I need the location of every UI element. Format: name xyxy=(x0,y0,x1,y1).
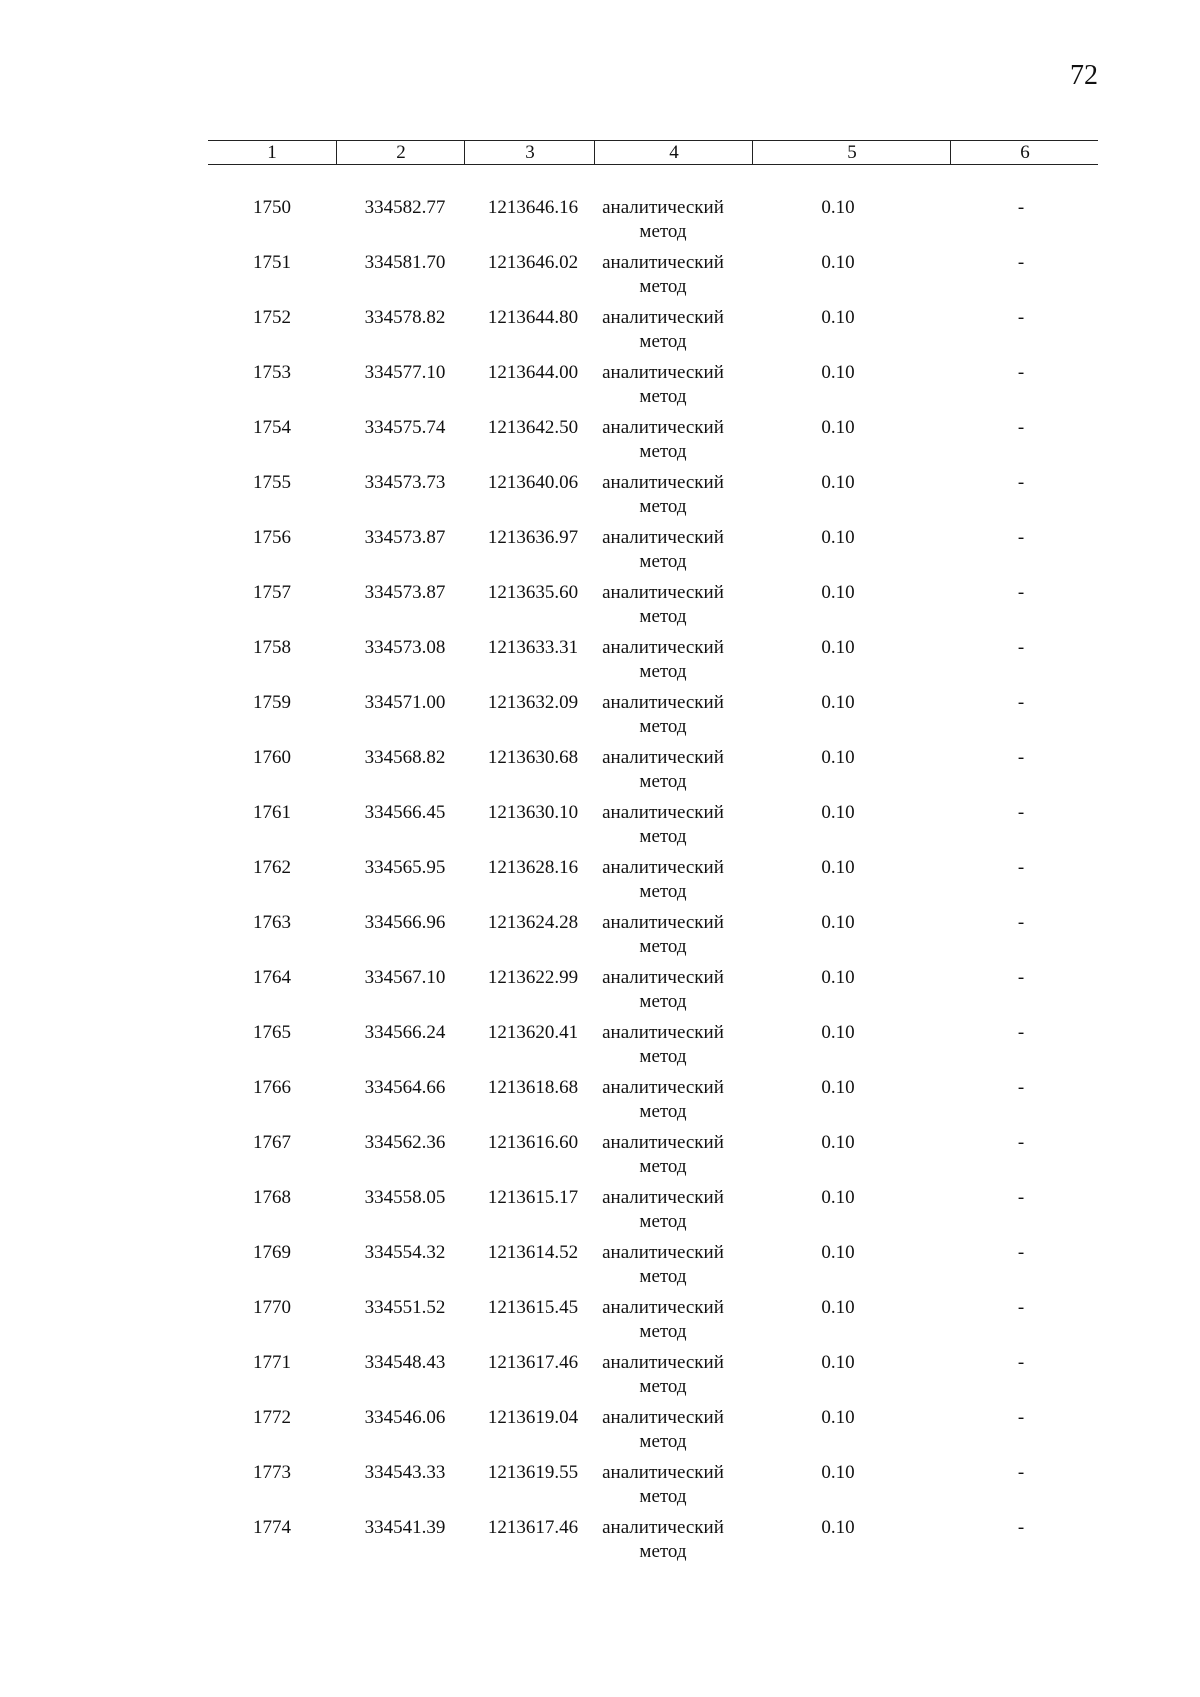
row-id-cell: 1757 xyxy=(253,582,291,603)
accuracy-cell: 0.10 xyxy=(821,1352,855,1373)
method-cell xyxy=(588,306,738,354)
x-coordinate-cell: 334543.33 xyxy=(364,1462,446,1483)
row-id-cell: 1760 xyxy=(253,747,291,768)
note-cell: - xyxy=(1017,582,1025,603)
note-cell: - xyxy=(1017,417,1025,438)
method-line-2: метод xyxy=(639,1541,687,1562)
method-line-2: метод xyxy=(639,551,687,572)
table-row xyxy=(208,361,1098,416)
table-row xyxy=(208,801,1098,856)
method-line-2: метод xyxy=(639,716,687,737)
method-cell xyxy=(588,1351,738,1399)
note-cell: - xyxy=(1017,527,1025,548)
table-row xyxy=(208,416,1098,471)
method-line-1: аналитический xyxy=(602,1077,724,1098)
y-coordinate-cell: 1213632.09 xyxy=(487,692,579,713)
method-line-1: аналитический xyxy=(602,967,724,988)
method-cell xyxy=(588,361,738,409)
row-id-cell: 1768 xyxy=(253,1187,291,1208)
x-coordinate-cell: 334566.45 xyxy=(364,802,446,823)
method-line-2: метод xyxy=(639,771,687,792)
y-coordinate-cell: 1213624.28 xyxy=(487,912,579,933)
y-coordinate-cell: 1213644.00 xyxy=(487,362,579,383)
x-coordinate-cell: 334558.05 xyxy=(364,1187,446,1208)
y-coordinate-cell: 1213618.68 xyxy=(487,1077,579,1098)
method-line-1: аналитический xyxy=(602,362,724,383)
method-cell xyxy=(588,196,738,244)
accuracy-cell: 0.10 xyxy=(821,912,855,933)
table-row xyxy=(208,196,1098,251)
y-coordinate-cell: 1213620.41 xyxy=(487,1022,579,1043)
note-cell: - xyxy=(1017,857,1025,878)
method-line-2: метод xyxy=(639,1431,687,1452)
header-cell-3: 3 xyxy=(464,141,595,164)
row-id-cell: 1752 xyxy=(253,307,291,328)
method-cell xyxy=(588,636,738,684)
table-row xyxy=(208,636,1098,691)
method-cell xyxy=(588,856,738,904)
accuracy-cell: 0.10 xyxy=(821,252,855,273)
method-cell xyxy=(588,1021,738,1069)
accuracy-cell: 0.10 xyxy=(821,1517,855,1538)
accuracy-cell: 0.10 xyxy=(821,1187,855,1208)
table-row xyxy=(208,1131,1098,1186)
note-cell: - xyxy=(1017,1242,1025,1263)
table-row xyxy=(208,251,1098,306)
table-row xyxy=(208,1461,1098,1516)
method-cell xyxy=(588,526,738,574)
y-coordinate-cell: 1213628.16 xyxy=(487,857,579,878)
x-coordinate-cell: 334562.36 xyxy=(364,1132,446,1153)
y-coordinate-cell: 1213630.10 xyxy=(487,802,579,823)
row-id-cell: 1761 xyxy=(253,802,291,823)
x-coordinate-cell: 334568.82 xyxy=(364,747,446,768)
note-cell: - xyxy=(1017,747,1025,768)
method-line-1: аналитический xyxy=(602,1407,724,1428)
note-cell: - xyxy=(1017,692,1025,713)
x-coordinate-cell: 334573.73 xyxy=(364,472,446,493)
method-cell xyxy=(588,1461,738,1509)
method-line-1: аналитический xyxy=(602,582,724,603)
row-id-cell: 1774 xyxy=(253,1517,291,1538)
header-cell-2: 2 xyxy=(336,141,465,164)
row-id-cell: 1770 xyxy=(253,1297,291,1318)
method-line-1: аналитический xyxy=(602,1517,724,1538)
row-id-cell: 1750 xyxy=(253,197,291,218)
row-id-cell: 1754 xyxy=(253,417,291,438)
row-id-cell: 1765 xyxy=(253,1022,291,1043)
method-line-2: метод xyxy=(639,1266,687,1287)
table-row xyxy=(208,1351,1098,1406)
method-line-1: аналитический xyxy=(602,637,724,658)
x-coordinate-cell: 334565.95 xyxy=(364,857,446,878)
method-cell xyxy=(588,966,738,1014)
page-number: 72 xyxy=(1070,60,1098,91)
x-coordinate-cell: 334573.87 xyxy=(364,582,446,603)
table-row xyxy=(208,911,1098,966)
accuracy-cell: 0.10 xyxy=(821,472,855,493)
row-id-cell: 1755 xyxy=(253,472,291,493)
method-line-2: метод xyxy=(639,1376,687,1397)
accuracy-cell: 0.10 xyxy=(821,1407,855,1428)
x-coordinate-cell: 334541.39 xyxy=(364,1517,446,1538)
method-line-2: метод xyxy=(639,386,687,407)
method-line-1: аналитический xyxy=(602,857,724,878)
y-coordinate-cell: 1213640.06 xyxy=(487,472,579,493)
method-line-2: метод xyxy=(639,441,687,462)
table-row xyxy=(208,581,1098,636)
y-coordinate-cell: 1213619.04 xyxy=(487,1407,579,1428)
method-line-2: метод xyxy=(639,221,687,242)
method-line-2: метод xyxy=(639,1486,687,1507)
method-line-2: метод xyxy=(639,1101,687,1122)
accuracy-cell: 0.10 xyxy=(821,967,855,988)
table-row xyxy=(208,526,1098,581)
table-row xyxy=(208,1021,1098,1076)
note-cell: - xyxy=(1017,1132,1025,1153)
y-coordinate-cell: 1213615.45 xyxy=(487,1297,579,1318)
row-id-cell: 1766 xyxy=(253,1077,291,1098)
y-coordinate-cell: 1213646.16 xyxy=(487,197,579,218)
y-coordinate-cell: 1213644.80 xyxy=(487,307,579,328)
note-cell: - xyxy=(1017,197,1025,218)
y-coordinate-cell: 1213615.17 xyxy=(487,1187,579,1208)
method-line-1: аналитический xyxy=(602,1297,724,1318)
note-cell: - xyxy=(1017,1462,1025,1483)
y-coordinate-cell: 1213617.46 xyxy=(487,1517,579,1538)
x-coordinate-cell: 334573.08 xyxy=(364,637,446,658)
method-cell xyxy=(588,1131,738,1179)
header-cell-5: 5 xyxy=(752,141,951,164)
table-header xyxy=(208,141,1098,164)
method-line-1: аналитический xyxy=(602,1242,724,1263)
method-cell xyxy=(588,1516,738,1564)
table-row xyxy=(208,746,1098,801)
x-coordinate-cell: 334581.70 xyxy=(364,252,446,273)
y-coordinate-cell: 1213614.52 xyxy=(487,1242,579,1263)
method-line-1: аналитический xyxy=(602,252,724,273)
row-id-cell: 1773 xyxy=(253,1462,291,1483)
row-id-cell: 1758 xyxy=(253,637,291,658)
note-cell: - xyxy=(1017,1077,1025,1098)
row-id-cell: 1759 xyxy=(253,692,291,713)
method-line-2: метод xyxy=(639,936,687,957)
row-id-cell: 1769 xyxy=(253,1242,291,1263)
table-row xyxy=(208,1186,1098,1241)
note-cell: - xyxy=(1017,252,1025,273)
y-coordinate-cell: 1213642.50 xyxy=(487,417,579,438)
y-coordinate-cell: 1213617.46 xyxy=(487,1352,579,1373)
accuracy-cell: 0.10 xyxy=(821,1462,855,1483)
method-cell xyxy=(588,911,738,959)
y-coordinate-cell: 1213636.97 xyxy=(487,527,579,548)
method-cell xyxy=(588,1241,738,1289)
accuracy-cell: 0.10 xyxy=(821,692,855,713)
note-cell: - xyxy=(1017,362,1025,383)
x-coordinate-cell: 334578.82 xyxy=(364,307,446,328)
table-row xyxy=(208,1296,1098,1351)
accuracy-cell: 0.10 xyxy=(821,362,855,383)
accuracy-cell: 0.10 xyxy=(821,197,855,218)
note-cell: - xyxy=(1017,1297,1025,1318)
note-cell: - xyxy=(1017,1517,1025,1538)
method-cell xyxy=(588,416,738,464)
row-id-cell: 1767 xyxy=(253,1132,291,1153)
x-coordinate-cell: 334564.66 xyxy=(364,1077,446,1098)
x-coordinate-cell: 334577.10 xyxy=(364,362,446,383)
accuracy-cell: 0.10 xyxy=(821,417,855,438)
method-cell xyxy=(588,1406,738,1454)
method-line-1: аналитический xyxy=(602,527,724,548)
y-coordinate-cell: 1213633.31 xyxy=(487,637,579,658)
table-header-bottom-rule xyxy=(208,164,1098,165)
y-coordinate-cell: 1213630.68 xyxy=(487,747,579,768)
accuracy-cell: 0.10 xyxy=(821,1132,855,1153)
method-line-2: метод xyxy=(639,991,687,1012)
method-line-1: аналитический xyxy=(602,802,724,823)
row-id-cell: 1751 xyxy=(253,252,291,273)
table-row xyxy=(208,1076,1098,1131)
x-coordinate-cell: 334582.77 xyxy=(364,197,446,218)
note-cell: - xyxy=(1017,1407,1025,1428)
method-cell xyxy=(588,581,738,629)
method-line-1: аналитический xyxy=(602,307,724,328)
note-cell: - xyxy=(1017,1352,1025,1373)
accuracy-cell: 0.10 xyxy=(821,802,855,823)
table-row xyxy=(208,966,1098,1021)
x-coordinate-cell: 334554.32 xyxy=(364,1242,446,1263)
x-coordinate-cell: 334551.52 xyxy=(364,1297,446,1318)
header-cell-6: 6 xyxy=(950,141,1099,164)
method-line-2: метод xyxy=(639,496,687,517)
accuracy-cell: 0.10 xyxy=(821,527,855,548)
table-body xyxy=(208,196,1098,1571)
accuracy-cell: 0.10 xyxy=(821,1077,855,1098)
method-line-1: аналитический xyxy=(602,692,724,713)
x-coordinate-cell: 334567.10 xyxy=(364,967,446,988)
row-id-cell: 1756 xyxy=(253,527,291,548)
x-coordinate-cell: 334575.74 xyxy=(364,417,446,438)
accuracy-cell: 0.10 xyxy=(821,637,855,658)
note-cell: - xyxy=(1017,912,1025,933)
accuracy-cell: 0.10 xyxy=(821,1242,855,1263)
method-line-1: аналитический xyxy=(602,472,724,493)
x-coordinate-cell: 334571.00 xyxy=(364,692,446,713)
accuracy-cell: 0.10 xyxy=(821,1022,855,1043)
method-line-2: метод xyxy=(639,1156,687,1177)
method-line-2: метод xyxy=(639,1211,687,1232)
method-line-1: аналитический xyxy=(602,1022,724,1043)
method-line-1: аналитический xyxy=(602,1352,724,1373)
method-line-2: метод xyxy=(639,661,687,682)
method-cell xyxy=(588,471,738,519)
method-line-1: аналитический xyxy=(602,1187,724,1208)
row-id-cell: 1753 xyxy=(253,362,291,383)
table-row xyxy=(208,1406,1098,1461)
row-id-cell: 1772 xyxy=(253,1407,291,1428)
method-line-2: метод xyxy=(639,276,687,297)
header-cell-1: 1 xyxy=(267,142,277,163)
note-cell: - xyxy=(1017,307,1025,328)
method-line-1: аналитический xyxy=(602,417,724,438)
note-cell: - xyxy=(1017,967,1025,988)
method-line-2: метод xyxy=(639,606,687,627)
y-coordinate-cell: 1213616.60 xyxy=(487,1132,579,1153)
accuracy-cell: 0.10 xyxy=(821,1297,855,1318)
y-coordinate-cell: 1213619.55 xyxy=(487,1462,579,1483)
x-coordinate-cell: 334566.24 xyxy=(364,1022,446,1043)
row-id-cell: 1763 xyxy=(253,912,291,933)
method-line-2: метод xyxy=(639,881,687,902)
method-line-1: аналитический xyxy=(602,912,724,933)
table-row xyxy=(208,1516,1098,1571)
method-line-2: метод xyxy=(639,1321,687,1342)
method-cell xyxy=(588,1076,738,1124)
accuracy-cell: 0.10 xyxy=(821,747,855,768)
table-row xyxy=(208,856,1098,911)
table-row xyxy=(208,306,1098,361)
method-line-1: аналитический xyxy=(602,1132,724,1153)
x-coordinate-cell: 334548.43 xyxy=(364,1352,446,1373)
x-coordinate-cell: 334573.87 xyxy=(364,527,446,548)
table-row xyxy=(208,1241,1098,1296)
note-cell: - xyxy=(1017,472,1025,493)
method-line-2: метод xyxy=(639,331,687,352)
method-line-1: аналитический xyxy=(602,1462,724,1483)
accuracy-cell: 0.10 xyxy=(821,307,855,328)
header-cell-4: 4 xyxy=(594,141,753,164)
method-line-1: аналитический xyxy=(602,197,724,218)
method-line-1: аналитический xyxy=(602,747,724,768)
method-cell xyxy=(588,1186,738,1234)
method-cell xyxy=(588,801,738,849)
note-cell: - xyxy=(1017,802,1025,823)
row-id-cell: 1762 xyxy=(253,857,291,878)
row-id-cell: 1764 xyxy=(253,967,291,988)
accuracy-cell: 0.10 xyxy=(821,582,855,603)
note-cell: - xyxy=(1017,637,1025,658)
table-row xyxy=(208,471,1098,526)
table-row xyxy=(208,691,1098,746)
y-coordinate-cell: 1213635.60 xyxy=(487,582,579,603)
x-coordinate-cell: 334546.06 xyxy=(364,1407,446,1428)
method-cell xyxy=(588,1296,738,1344)
accuracy-cell: 0.10 xyxy=(821,857,855,878)
method-cell xyxy=(588,746,738,794)
y-coordinate-cell: 1213646.02 xyxy=(487,252,579,273)
method-cell xyxy=(588,691,738,739)
note-cell: - xyxy=(1017,1187,1025,1208)
x-coordinate-cell: 334566.96 xyxy=(364,912,446,933)
method-line-2: метод xyxy=(639,826,687,847)
method-cell xyxy=(588,251,738,299)
row-id-cell: 1771 xyxy=(253,1352,291,1373)
method-line-2: метод xyxy=(639,1046,687,1067)
note-cell: - xyxy=(1017,1022,1025,1043)
y-coordinate-cell: 1213622.99 xyxy=(487,967,579,988)
